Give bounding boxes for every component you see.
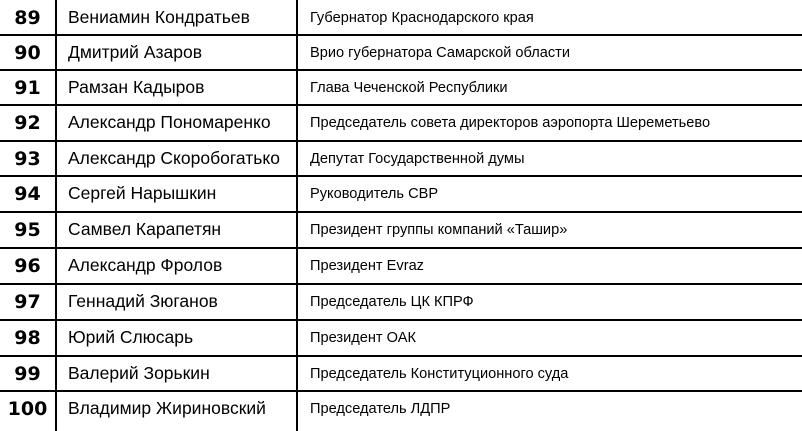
rank-number: 93 [14,147,41,170]
person-position: Депутат Государственной думы [310,150,525,167]
person-position: Президент группы компаний «Ташир» [310,221,568,238]
rank-number: 91 [14,76,41,99]
table-row [0,105,802,140]
table-row [0,0,802,35]
person-position: Руководитель СВР [310,185,439,202]
table-row [0,35,802,70]
rank-number: 89 [14,6,41,29]
rank-number: 94 [14,182,41,205]
person-name: Александр Фролов [68,255,223,275]
person-name: Самвел Карапетян [68,219,222,239]
rank-number: 96 [14,254,41,277]
person-position: Врио губернатора Самарской области [310,44,571,61]
person-name: Сергей Нарышкин [68,183,217,203]
rank-number: 97 [14,290,41,313]
person-name: Александр Скоробогатько [68,148,280,168]
person-position: Председатель ЛДПР [310,400,451,417]
rank-number: 92 [14,111,41,134]
table-row [0,176,802,211]
person-name: Юрий Слюсарь [68,327,194,347]
table-row [0,320,802,355]
person-name: Владимир Жириновский [68,398,266,418]
person-position: Председатель совета директоров аэропорта Шереметьево [310,114,711,131]
person-position: Председатель ЦК КПРФ [310,293,474,310]
person-name: Вениамин Кондратьев [68,7,250,27]
rank-number: 99 [14,362,41,385]
table-row [0,356,802,391]
person-position: Глава Чеченской Республики [310,79,508,96]
person-position: Председатель Конституционного суда [310,365,569,382]
person-name: Геннадий Зюганов [68,291,218,311]
table-row [0,248,802,283]
rank-number: 95 [14,218,41,241]
table-row [0,70,802,105]
person-name: Александр Пономаренко [68,112,271,132]
table-row [0,391,802,426]
person-position: Президент Evraz [310,257,424,274]
table-row [0,212,802,247]
rank-number: 98 [14,326,41,349]
person-name: Рамзан Кадыров [68,77,205,97]
person-position: Губернатор Краснодарского края [310,9,534,26]
person-position: Президент ОАК [310,329,416,346]
table-row [0,284,802,319]
rank-number: 100 [7,397,48,420]
rank-number: 90 [14,41,41,64]
table-row [0,141,802,176]
person-name: Валерий Зорькин [68,363,210,383]
person-name: Дмитрий Азаров [68,42,203,62]
